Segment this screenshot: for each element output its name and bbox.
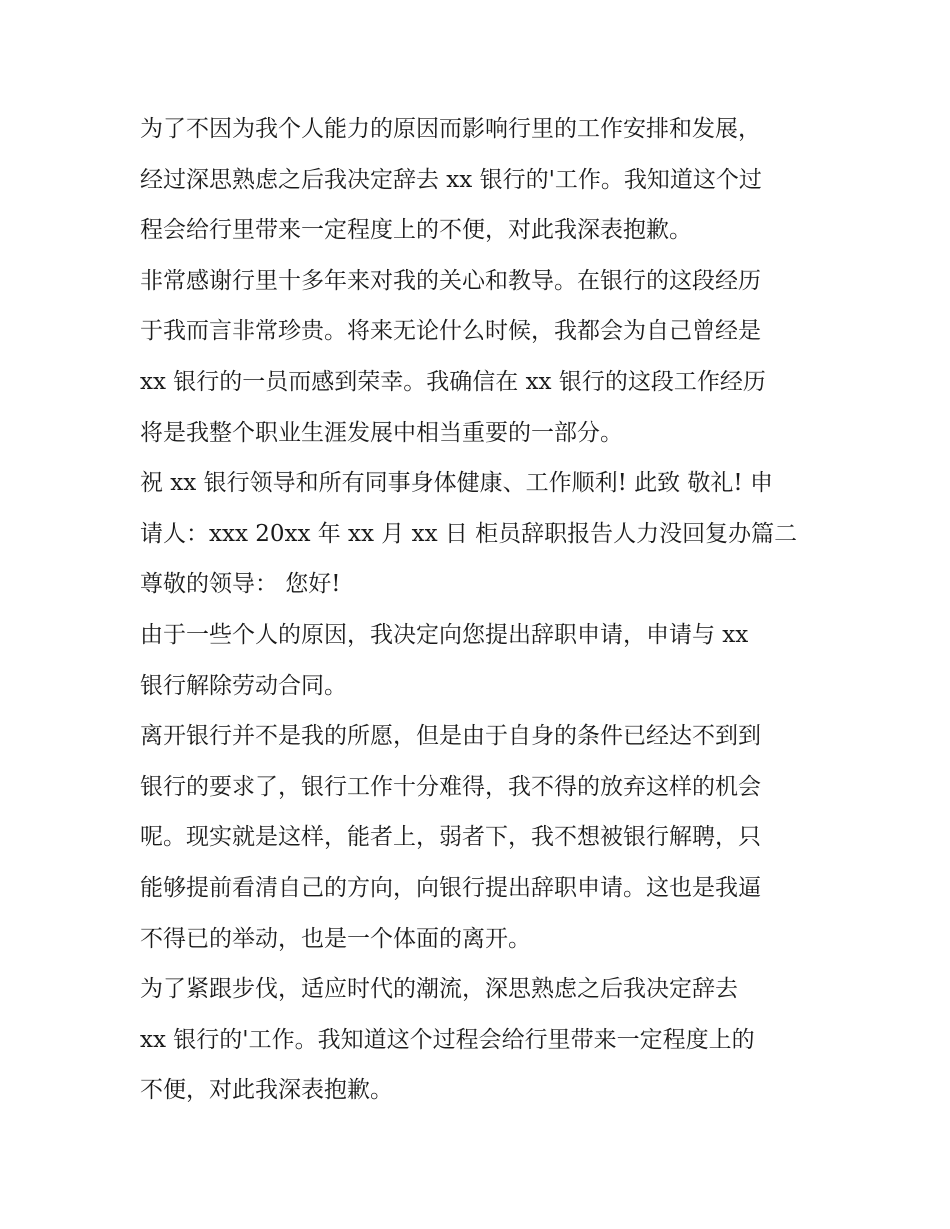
text-line: 能够提前看清自己的方向，向银行提出辞职申请。这也是我逼	[140, 874, 761, 901]
text-line: 为了紧跟步伐，适应时代的潮流，深思熟虑之后我决定辞去	[140, 976, 738, 1003]
text-line: 将是我整个职业生涯发展中相当重要的一部分。	[140, 419, 623, 446]
document-body	[140, 104, 820, 1116]
text-line: 请人：xxx 20xx 年 xx 月 xx 日 柜员辞职报告人力没回复办篇二	[140, 520, 798, 547]
text-line: 经过深思熟虑之后我决定辞去 xx 银行的'工作。我知道这个过	[140, 166, 762, 193]
text-line: 为了不因为我个人能力的原因而影响行里的工作安排和发展，	[140, 116, 761, 142]
text-line: xx 银行的'工作。我知道这个过程会给行里带来一定程度上的	[140, 1026, 755, 1053]
text-line: 由于一些个人的原因，我决定向您提出辞职申请，申请与 xx	[140, 621, 749, 648]
text-line: 银行的要求了，银行工作十分难得，我不得的放弃这样的机会	[140, 773, 761, 800]
text-line: 不便，对此我深表抱歉。	[140, 1077, 393, 1104]
text-line: 祝 xx 银行领导和所有同事身体健康、工作顺利! 此致 敬礼! 申	[140, 470, 773, 497]
text-line: 非常感谢行里十多年来对我的关心和教导。在银行的这段经历	[140, 267, 761, 294]
text-line: 尊敬的领导： 您好!	[140, 571, 341, 598]
text-line: 呢。现实就是这样，能者上，弱者下，我不想被银行解聘，只	[140, 824, 761, 851]
text-line: xx 银行的一员而感到荣幸。我确信在 xx 银行的这段工作经历	[140, 368, 766, 395]
text-line: 银行解除劳动合同。	[140, 672, 347, 699]
text-line: 不得已的举动，也是一个体面的离开。	[140, 925, 531, 952]
text-line: 于我而言非常珍贵。将来无论什么时候，我都会为自己曾经是	[140, 318, 761, 345]
text-line: 离开银行并不是我的所愿，但是由于自身的条件已经达不到到	[140, 723, 761, 750]
text-line: 程会给行里带来一定程度上的不便，对此我深表抱歉。	[140, 217, 692, 244]
